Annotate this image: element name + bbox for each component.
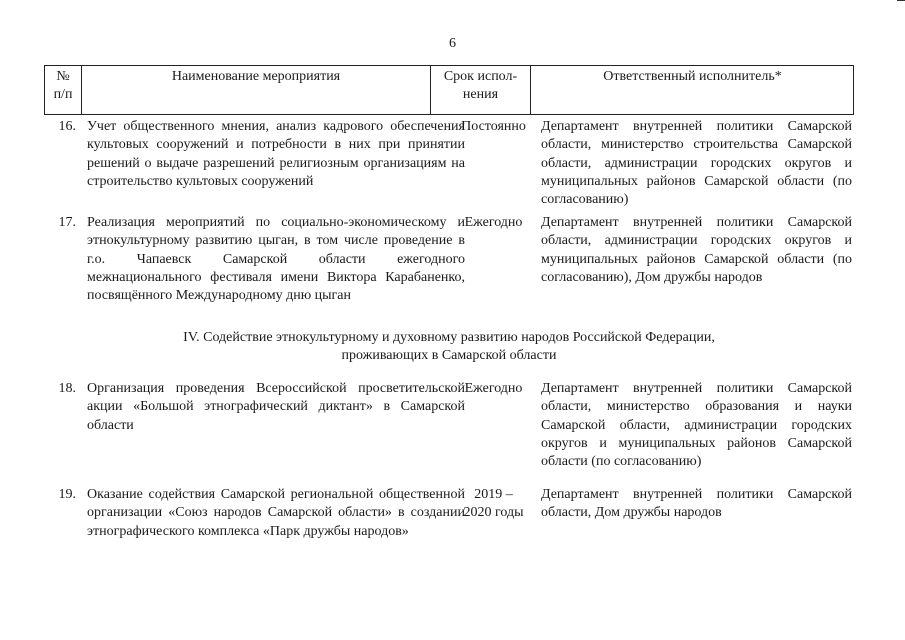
header-num: № п/п xyxy=(53,69,73,102)
header-term: Срок испол- нения xyxy=(443,69,518,102)
event-name: Учет общественного мнения, анализ кадрового обеспечения культовых сооружений и потребности в них при принятии решений о выдаче разрешений религиозным организациям на строительство культовых сооружений xyxy=(87,119,465,189)
table-header xyxy=(44,65,854,115)
event-name: Организация проведения Всероссийской просветительской акции «Большой этнографический диктант» в Самарской области xyxy=(87,381,465,433)
event-executor: Департамент внутренней политики Самарской области, министерство строительства Самарской области, администрации городских округов и муниципальных районов Самарской области (по согласованию) xyxy=(541,119,852,208)
row-number: 18. xyxy=(58,381,76,396)
header-executor: Ответственный исполнитель* xyxy=(603,69,782,84)
header-name: Наименование мероприятия xyxy=(171,69,341,84)
section-title: IV. Содействие этнокультурному и духовному развитию народов Российской Федерации, проживающих в Самарской области xyxy=(183,330,715,363)
row-number: 16. xyxy=(58,119,76,134)
event-executor: Департамент внутренней политики Самарской области, администрации городских округов и муниципальных районов Самарской области (по согласованию), Дом дружбы народов xyxy=(541,215,852,285)
event-executor: Департамент внутренней политики Самарской области, министерство образования и науки Самарской области, администрации городских округов и муниципальных районов Самарской области (по согласованию) xyxy=(541,381,852,470)
top-edge-mark xyxy=(897,0,905,1)
event-term: Ежегодно xyxy=(464,215,523,230)
row-number: 19. xyxy=(58,487,76,502)
event-executor: Департамент внутренней политики Самарской области, Дом дружбы народов xyxy=(541,487,852,521)
page-number: 6 xyxy=(449,36,456,51)
event-term: Ежегодно xyxy=(464,381,523,396)
row-number: 17. xyxy=(58,215,76,230)
event-term: Постоянно xyxy=(461,119,526,134)
event-term: 2019 – 2020 годы xyxy=(463,487,524,521)
event-name: Реализация мероприятий по социально-экономическому и этнокультурному развитию цыган, в том числе проведение в г.о. Чапаевск Самарской области ежегодного межнационального фестиваля имени Виктора Карабаненко, посвящённого Международному дню цыган xyxy=(87,215,465,304)
event-name: Оказание содействия Самарской региональной общественной организации «Союз народов Самарской области» в создании этнографического комплекса «Парк дружбы народов» xyxy=(87,487,465,539)
